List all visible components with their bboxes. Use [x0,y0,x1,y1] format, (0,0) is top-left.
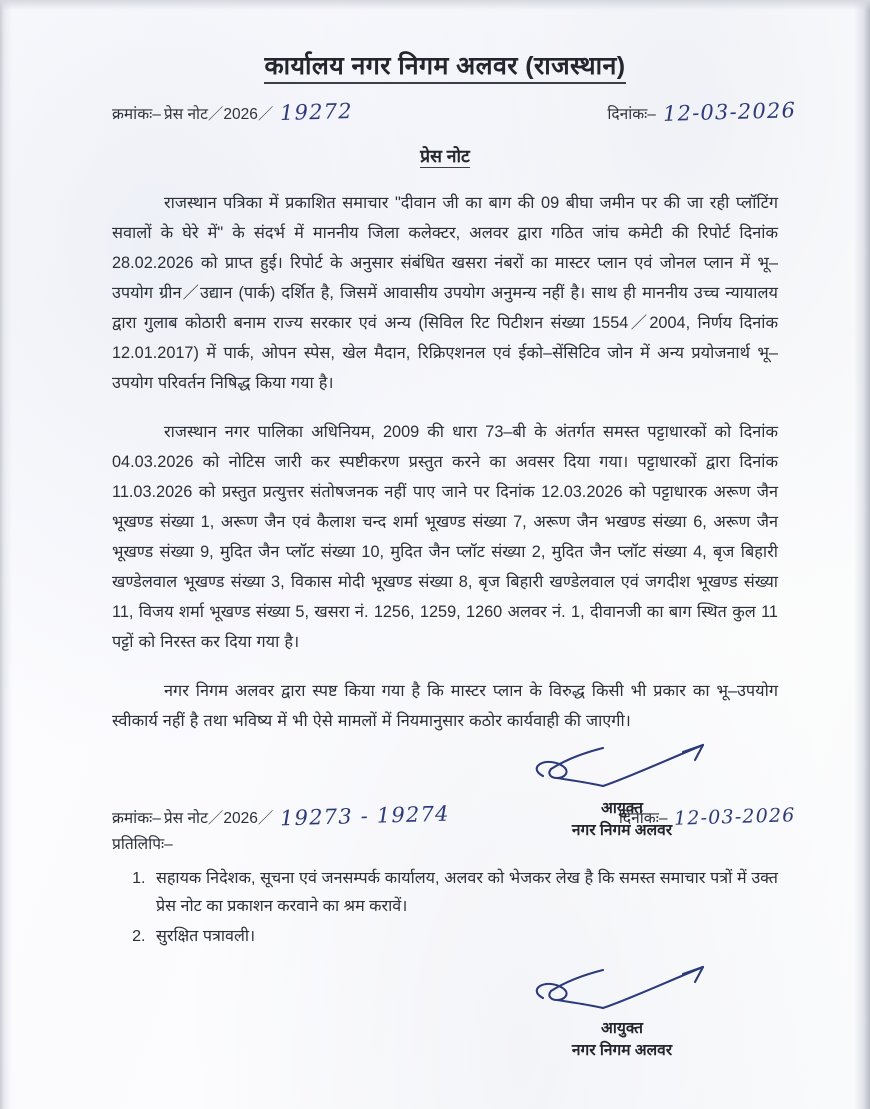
paragraph: नगर निगम अलवर द्वारा स्पष्ट किया गया है कि मास्टर प्लान के विरुद्ध किसी भी प्रकार का भू–उपयोग स्वीकार्य नहीं है तथा भविष्य में भी ऐसे मामलों में नियमानुसार कठोर कार्यवाही की जाएगी। [112,682,778,730]
signatory-office: नगर निगम अलवर [571,1042,673,1059]
signatory-office: नगर निगम अलवर [571,822,673,839]
body-text [112,188,778,736]
signature-block-bottom [472,962,772,1062]
footer-reference-label: क्रमांकः– [112,810,161,827]
list-item [150,864,778,920]
date-label: दिनांकः– [607,106,656,123]
list-item-text: 1. सहायक निदेशक, सूचना एवं जनसम्पर्क कार्यालय, अलवर को भेजकर लेख है कि समस्त समाचार पत्रों में उक्त प्रेस नोट का प्रकाशन करवाने का श्रम करावें। [156,869,778,915]
signatory-designation: आयुक्त [601,1020,643,1037]
footer-reference-number-handwritten: 19273 - 19274 [280,801,451,831]
signature-mark [507,962,737,1024]
reference-prefix: प्रेस नोट／2026／ [163,106,274,123]
paragraph: राजस्थान पत्रिका में प्रकाशित समाचार "दीवान जी का बाग की 09 बीघा जमीन पर की जा रही प्लॉटिंग सवालों के घेरे में" के संदर्भ में माननीय जिला कलेक्टर, अलवर द्वारा गठित जांच कमेटी की रिपोर्ट दिनांक 28.02.2026 को प्राप्त हुई। रिपोर्ट के अनुसार संबंधित खसरा नंबरों का मास्टर प्लान एवं जोनल प्लान में भू–उपयोग ग्रीन／उद्यान (पार्क) दर्शित है, जिसमें आवासीय उपयोग अनुमन्य नहीं है। साथ ही माननीय उच्च न्यायालय द्वारा गुलाब कोठारी बनाम राज्य सरकार एवं अन्य (सिविल रिट पिटीशन संख्या 1554／2004, निर्णय दिनांक 12.01.2017) में पार्क, ओपन स्पेस, खेल मैदान, रिक्रिएशनल एवं ईको–सेंसिटिव जोन में अन्य प्रयोजनार्थ भू–उपयोग परिवर्तन निषिद्ध किया गया है। [112,194,778,392]
press-note-heading [112,144,778,168]
signature-mark [507,742,737,804]
reference-label: क्रमांकः– [112,106,161,123]
header-date-right [607,100,796,124]
page-title-text: कार्यालय नगर निगम अलवर (राजस्थान) [264,52,625,84]
reference-number-handwritten: 19272 [280,98,354,126]
footer-reference-left [112,801,451,831]
copy-to-list [112,864,778,950]
footer-reference-prefix: प्रेस नोट／2026／ [163,810,274,827]
signatory-designation: आयुक्त [601,800,643,817]
paragraph: राजस्थान नगर पालिका अधिनियम, 2009 की धारा 73–बी के अंतर्गत समस्त पट्टाधारकों को दिनांक 04.03.2026 को नोटिस जारी कर स्पष्टीकरण प्रस्तुत करने का अवसर दिया गया। पट्टाधारकों द्वारा दिनांक 11.03.2026 को प्रस्तुत प्रत्युत्तर संतोषजनक नहीं पाए जाने पर दिनांक 12.03.2026 को पट्टाधारक अरूण जैन भूखण्ड संख्या 1, अरूण जैन एवं कैलाश चन्द शर्मा भूखण्ड संख्या 7, अरूण जैन भखण्ड संख्या 6, अरूण जैन भूखण्ड संख्या 9, मुदित जैन प्लॉट संख्या 10, मुदित जैन प्लॉट संख्या 2, मुदित जैन प्लॉट संख्या 4, बृज बिहारी खण्डेलवाल भूखण्ड संख्या 3, विकास मोदी भूखण्ड संख्या 8, बृज बिहारी खण्डेलवाल एवं जगदीश भूखण्ड संख्या 11, विजय शर्मा भूखण्ड संख्या 5, खसरा नं. 1256, 1259, 1260 अलवर नं. 1, दीवानजी का बाग स्थित कुल 11 पट्टों को निरस्त कर दिया गया है। [112,423,778,651]
list-item-text: 2. सुरक्षित पत्रावली। [156,927,256,945]
list-item [150,922,778,950]
signature-date-handwritten: 12-03-2026 [674,804,797,830]
signature-date-label: दिनांकः– [618,810,668,827]
date-value-handwritten: 12-03-2026 [662,98,797,126]
press-note-heading-text: प्रेस नोट [420,146,470,166]
page-title [112,0,778,82]
copy-to-label: प्रतिलिपिः– [112,836,173,853]
header-reference-row [112,98,797,126]
header-reference-left [112,100,353,124]
